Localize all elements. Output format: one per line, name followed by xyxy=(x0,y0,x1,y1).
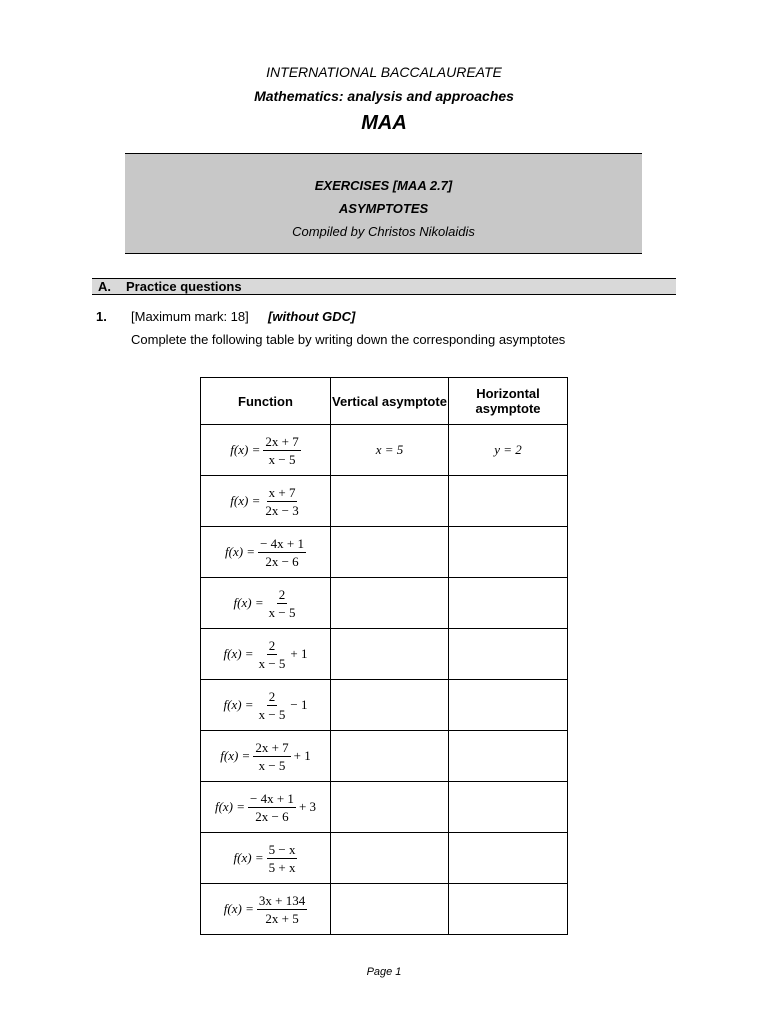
fraction xyxy=(258,536,306,569)
fraction-denominator: 2x − 6 xyxy=(265,553,299,569)
function-lhs: f(x) = xyxy=(230,493,261,508)
fraction xyxy=(263,434,300,467)
function-expression xyxy=(224,638,308,671)
fraction xyxy=(257,893,307,926)
fraction-denominator: 2x + 5 xyxy=(265,910,299,926)
question-instruction: Complete the following table by writing down the corresponding asymptotes xyxy=(131,332,566,347)
vertical-asymptote-cell[interactable] xyxy=(331,425,449,476)
header-vertical: Vertical asymptote xyxy=(331,378,449,425)
fraction xyxy=(267,842,298,875)
horizontal-asymptote-cell[interactable] xyxy=(449,884,568,935)
header-code: MAA xyxy=(361,112,407,134)
function-expression xyxy=(224,893,307,926)
vertical-asymptote-cell[interactable] xyxy=(331,476,449,527)
fraction-denominator: 2x − 3 xyxy=(265,502,299,518)
horizontal-asymptote-value: y = 2 xyxy=(494,442,522,457)
header-org: INTERNATIONAL BACCALAUREATE xyxy=(266,64,502,80)
fraction-numerator: 2 xyxy=(278,586,286,602)
function-expression xyxy=(230,434,300,467)
exercise-author: Compiled by Christos Nikolaidis xyxy=(292,224,475,239)
vertical-asymptote-cell[interactable] xyxy=(331,680,449,731)
table-row xyxy=(201,782,568,833)
fraction xyxy=(267,587,298,620)
fraction-denominator: x − 5 xyxy=(268,604,296,620)
fraction xyxy=(263,485,300,518)
horizontal-asymptote-cell[interactable] xyxy=(449,680,568,731)
fraction-denominator: x − 5 xyxy=(258,757,286,773)
horizontal-asymptote-cell[interactable] xyxy=(449,629,568,680)
fraction xyxy=(257,689,288,722)
fraction-denominator: x − 5 xyxy=(268,451,296,467)
function-lhs: f(x) = xyxy=(230,442,261,457)
function-constant: + 1 xyxy=(290,646,308,661)
table-row xyxy=(201,578,568,629)
function-cell xyxy=(201,527,331,578)
fraction-numerator: 2x + 7 xyxy=(255,739,289,755)
exercise-title-box xyxy=(125,153,642,254)
table-row xyxy=(201,884,568,935)
function-cell xyxy=(201,884,331,935)
vertical-asymptote-cell[interactable] xyxy=(331,629,449,680)
vertical-asymptote-cell[interactable] xyxy=(331,527,449,578)
fraction-denominator: 5 + x xyxy=(268,859,296,875)
function-cell xyxy=(201,680,331,731)
table-row xyxy=(201,680,568,731)
vertical-asymptote-cell[interactable] xyxy=(331,782,449,833)
table-row xyxy=(201,731,568,782)
vertical-asymptote-cell[interactable] xyxy=(331,578,449,629)
table-row xyxy=(201,527,568,578)
function-cell xyxy=(201,731,331,782)
horizontal-asymptote-cell[interactable] xyxy=(449,731,568,782)
table-row xyxy=(201,425,568,476)
horizontal-asymptote-cell[interactable] xyxy=(449,782,568,833)
function-constant: + 3 xyxy=(298,799,317,814)
fraction xyxy=(253,740,290,773)
function-lhs: f(x) = xyxy=(223,646,254,661)
function-lhs: f(x) = xyxy=(233,595,264,610)
fraction-denominator: x − 5 xyxy=(258,655,286,671)
function-lhs: f(x) = xyxy=(220,748,251,763)
section-letter: A. xyxy=(98,279,111,294)
function-expression xyxy=(224,689,308,722)
function-expression xyxy=(215,791,316,824)
question-gdc-note: [without GDC] xyxy=(268,309,356,324)
vertical-asymptote-cell[interactable] xyxy=(331,833,449,884)
function-cell xyxy=(201,782,331,833)
question-marks: [Maximum mark: 18] xyxy=(131,309,249,324)
function-lhs: f(x) = xyxy=(223,901,254,916)
fraction-numerator: 2x + 7 xyxy=(265,433,299,449)
function-cell xyxy=(201,629,331,680)
fraction xyxy=(248,791,296,824)
fraction-numerator: 2 xyxy=(268,688,276,704)
header-horizontal: Horizontal asymptote xyxy=(449,378,568,425)
function-expression xyxy=(225,536,306,569)
exercise-title: EXERCISES [MAA 2.7] xyxy=(314,178,453,193)
function-cell xyxy=(201,425,331,476)
function-expression xyxy=(234,587,298,620)
function-constant: − 1 xyxy=(290,697,308,712)
function-cell xyxy=(201,833,331,884)
horizontal-asymptote-cell[interactable] xyxy=(449,527,568,578)
fraction-numerator: 5 − x xyxy=(268,841,296,857)
section-header xyxy=(92,278,676,295)
function-lhs: f(x) = xyxy=(233,850,264,865)
page-number: Page 1 xyxy=(366,966,402,978)
fraction-numerator: 2 xyxy=(268,637,276,653)
header-course: Mathematics: analysis and approaches xyxy=(254,88,514,104)
horizontal-asymptote-cell[interactable] xyxy=(449,578,568,629)
table-row xyxy=(201,629,568,680)
vertical-asymptote-cell[interactable] xyxy=(331,884,449,935)
fraction-numerator: − 4x + 1 xyxy=(250,790,294,806)
section-title: Practice questions xyxy=(126,279,242,294)
vertical-asymptote-cell[interactable] xyxy=(331,731,449,782)
horizontal-asymptote-cell[interactable] xyxy=(449,476,568,527)
function-expression xyxy=(234,842,298,875)
table-header-row xyxy=(201,378,568,425)
function-lhs: f(x) = xyxy=(214,799,246,814)
asymptotes-table xyxy=(200,377,568,935)
function-cell xyxy=(201,578,331,629)
fraction-denominator: x − 5 xyxy=(258,706,286,722)
function-expression xyxy=(220,740,311,773)
function-lhs: f(x) = xyxy=(225,544,256,559)
horizontal-asymptote-cell[interactable] xyxy=(449,425,568,476)
function-constant: + 1 xyxy=(293,748,311,763)
horizontal-asymptote-cell[interactable] xyxy=(449,833,568,884)
fraction xyxy=(257,638,288,671)
function-cell xyxy=(201,476,331,527)
exercise-topic: ASYMPTOTES xyxy=(338,201,429,216)
fraction-numerator: x + 7 xyxy=(268,484,296,500)
vertical-asymptote-value: x = 5 xyxy=(375,442,404,457)
function-expression xyxy=(230,485,300,518)
question-number: 1. xyxy=(96,309,107,324)
function-lhs: f(x) = xyxy=(223,697,254,712)
table-row xyxy=(201,833,568,884)
fraction-numerator: − 4x + 1 xyxy=(260,535,304,551)
fraction-denominator: 2x − 6 xyxy=(255,808,289,824)
header-function: Function xyxy=(201,378,331,425)
fraction-numerator: 3x + 134 xyxy=(258,892,306,908)
table-row xyxy=(201,476,568,527)
